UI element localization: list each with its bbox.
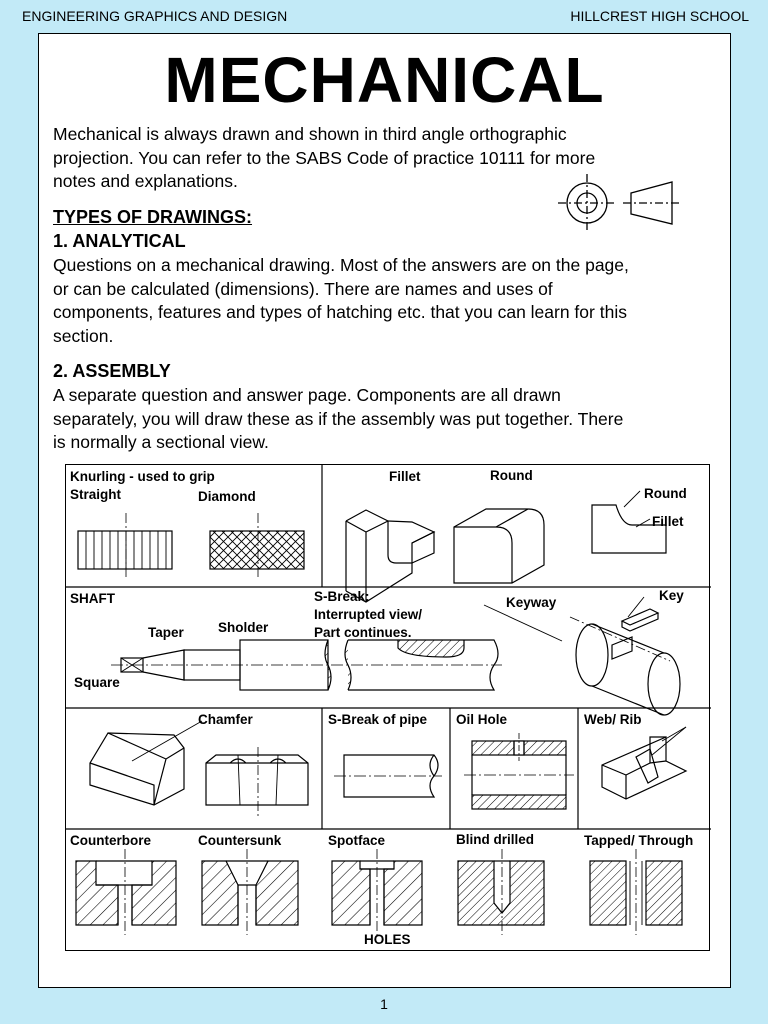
header-right: HILLCREST HIGH SCHOOL bbox=[570, 8, 749, 24]
label-diamond: Diamond bbox=[198, 489, 256, 504]
label-oil-hole: Oil Hole bbox=[456, 712, 508, 727]
assembly-line: separately, you will draw these as if the assembly was put together. There bbox=[53, 408, 624, 429]
countersunk-drawing bbox=[202, 849, 298, 935]
knurling-straight-drawing bbox=[78, 513, 172, 577]
assembly-heading: 2. ASSEMBLY bbox=[53, 361, 171, 381]
types-heading: TYPES OF DRAWINGS: bbox=[53, 207, 253, 227]
label-fillet-profile: Fillet bbox=[652, 514, 684, 529]
label-counterbore: Counterbore bbox=[70, 833, 151, 848]
analytical-heading: 1. ANALYTICAL bbox=[53, 231, 186, 251]
knurling-diamond-drawing bbox=[210, 513, 304, 577]
intro-paragraph bbox=[53, 123, 595, 194]
page-number: 1 bbox=[380, 996, 388, 1012]
web-rib-drawing bbox=[602, 727, 686, 799]
analytical-line: Questions on a mechanical drawing. Most of the answers are on the page, bbox=[53, 255, 629, 275]
label-tapped-through: Tapped/ Through bbox=[584, 833, 694, 848]
label-chamfer: Chamfer bbox=[198, 712, 253, 727]
label-web-rib: Web/ Rib bbox=[584, 712, 642, 727]
keyway-cylinder-drawing bbox=[484, 597, 680, 715]
label-taper: Taper bbox=[148, 625, 184, 640]
label-fillet: Fillet bbox=[389, 469, 421, 484]
assembly-line: A separate question and answer page. Components are all drawn bbox=[53, 385, 561, 405]
label-part-continues: Part continues. bbox=[314, 625, 412, 640]
label-interrupted-view: Interrupted view/ bbox=[314, 607, 423, 622]
label-straight: Straight bbox=[70, 487, 122, 502]
drawing-features-grid bbox=[65, 464, 710, 951]
hex-nut-drawing bbox=[206, 747, 308, 817]
analytical-line: section. bbox=[53, 325, 114, 346]
label-blind-drilled: Blind drilled bbox=[456, 832, 535, 847]
label-round: Round bbox=[490, 468, 533, 483]
oil-hole-drawing bbox=[464, 733, 574, 809]
blind-drilled-drawing bbox=[458, 849, 544, 935]
assembly-paragraph bbox=[53, 384, 623, 455]
feature-drawings bbox=[66, 465, 711, 952]
pipe-break-drawing bbox=[334, 755, 442, 797]
counterbore-drawing bbox=[76, 849, 176, 935]
label-key: Key bbox=[659, 588, 684, 603]
label-sbreak: S-Break: bbox=[314, 589, 370, 604]
label-holes: HOLES bbox=[364, 932, 411, 947]
analytical-line: components, features and types of hatching etc. that you can learn for this bbox=[53, 302, 627, 322]
label-shaft: SHAFT bbox=[70, 591, 115, 606]
header-left: ENGINEERING GRAPHICS AND DESIGN bbox=[22, 8, 288, 24]
page-title: MECHANICAL bbox=[164, 44, 605, 116]
spotface-drawing bbox=[332, 849, 422, 935]
label-sholder: Sholder bbox=[218, 620, 269, 635]
assembly-line: is normally a sectional view. bbox=[53, 432, 269, 452]
page-frame bbox=[38, 33, 731, 988]
tapped-through-drawing bbox=[590, 849, 682, 935]
intro-line: projection. You can refer to the SABS Code of practice 10111 for more bbox=[53, 147, 596, 168]
label-spotface: Spotface bbox=[328, 833, 386, 848]
round-block-drawing bbox=[454, 509, 544, 583]
intro-line: Mechanical is always drawn and shown in third angle orthographic bbox=[53, 124, 567, 144]
label-countersunk: Countersunk bbox=[198, 833, 282, 848]
label-sbreak-pipe: S-Break of pipe bbox=[328, 712, 428, 727]
label-knurling: Knurling - used to grip bbox=[70, 469, 215, 484]
intro-line: notes and explanations. bbox=[53, 171, 238, 191]
shaft-drawing bbox=[111, 640, 502, 690]
label-round-profile: Round bbox=[644, 486, 687, 501]
label-square: Square bbox=[74, 675, 120, 690]
analytical-line: or can be calculated (dimensions). There are names and uses of bbox=[53, 278, 553, 299]
chamfer-block-drawing bbox=[90, 721, 202, 805]
analytical-paragraph bbox=[53, 254, 629, 348]
label-keyway: Keyway bbox=[506, 595, 557, 610]
